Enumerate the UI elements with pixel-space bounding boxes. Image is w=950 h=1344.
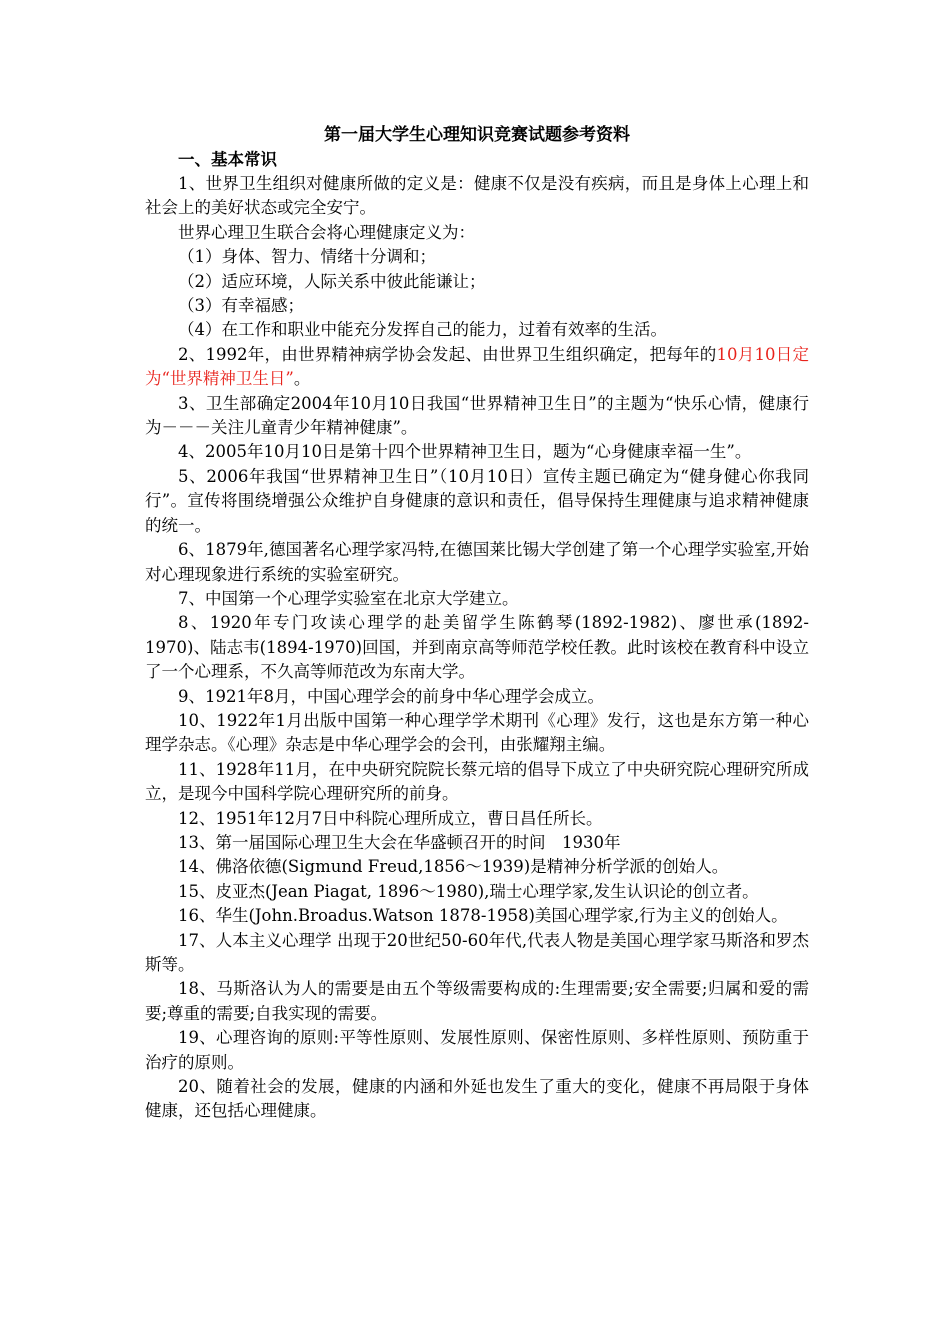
paragraph-13: 13、第一届国际心理卫生大会在华盛顿召开的时间 1930年 xyxy=(178,832,621,852)
paragraph-4: 4、2005年10月10日是第十四个世界精神卫生日，题为“心身健康幸福一生”。 xyxy=(178,442,752,462)
paragraph-17: 17、人本主义心理学 出现于20世纪50-60年代,代表人物是美国心理学家马斯洛和罗杰斯等。 xyxy=(145,930,809,974)
paragraph-3: 3、卫生部确定2004年10月10日我国“世界精神卫生日”的主题为“快乐心情，健康行为－－－关注儿童青少年精神健康”。 xyxy=(145,393,809,438)
paragraph-9: 9、1921年8月，中国心理学会的前身中华心理学会成立。 xyxy=(178,686,604,706)
document-page xyxy=(145,122,809,1124)
paragraph-1: 1、世界卫生组织对健康所做的定义是：健康不仅是没有疾病，而且是身体上心理上和社会上的美好状态或完全安宁。 xyxy=(145,174,809,218)
list-item: （1）身体、智力、情绪十分调和； xyxy=(178,247,436,267)
highlighted-text: 10月10日定为“世界精神卫生日” xyxy=(145,344,809,389)
paragraph-20: 20、随着社会的发展，健康的内涵和外延也发生了重大的变化，健康不再局限于身体健康，还包括心理健康。 xyxy=(145,1077,809,1121)
paragraph-7: 7、中国第一个心理学实验室在北京大学建立。 xyxy=(178,588,519,608)
paragraph-2-text: 2、1992年，由世界精神病学协会发起、由世界卫生组织确定，把每年的 xyxy=(178,344,717,364)
paragraph-11: 11、1928年11月，在中央研究院院长蔡元培的倡导下成立了中央研究院心理研究所成立，是现今中国科学院心理研究所的前身。 xyxy=(145,759,809,804)
paragraph-19: 19、心理咨询的原则:平等性原则、发展性原则、保密性原则、多样性原则、预防重于治疗的原则。 xyxy=(145,1028,809,1072)
list-item: （2）适应环境，人际关系中彼此能谦让； xyxy=(178,271,486,291)
paragraph-12: 12、1951年12月7日中科院心理所成立，曹日昌任所长。 xyxy=(178,808,603,828)
page-title: 第一届大学生心理知识竞赛试题参考资料 xyxy=(324,125,630,145)
section-heading: 一、基本常识 xyxy=(178,150,277,169)
paragraph-2-end: 。 xyxy=(293,369,311,389)
paragraph-8: 8、1920年专门攻读心理学的赴美留学生陈鹤琴(1892-1982)、廖世承(1892-1970)、陆志韦(1894-1970)回国，并到南京高等师范学校任教。此时该校在教育科中设立了一个心理系，不久高等师范改为东南大学。 xyxy=(145,613,809,682)
paragraph-5: 5、2006年我国“世界精神卫生日”（10月10日）宣传主题已确定为“健身健心你我同行”。宣传将围绕增强公众维护自身健康的意识和责任，倡导保持生理健康与追求精神健康的统一。 xyxy=(145,466,809,535)
paragraph-18: 18、马斯洛认为人的需要是由五个等级需要构成的:生理需要;安全需要;归属和爱的需要;尊重的需要;自我实现的需要。 xyxy=(145,979,809,1023)
paragraph-2 xyxy=(145,343,809,392)
paragraph-14: 14、佛洛依德(Sigmund Freud,1856～1939)是精神分析学派的创始人。 xyxy=(178,857,729,877)
list-item: （3）有幸福感； xyxy=(178,296,304,316)
paragraph-10: 10、1922年1月出版中国第一种心理学学术期刊《心理》发行，这也是东方第一种心理学杂志。《心理》杂志是中华心理学会的会刊，由张耀翔主编。 xyxy=(145,710,809,755)
paragraph-16: 16、华生(John.Broadus.Watson 1878-1958)美国心理学家,行为主义的创始人。 xyxy=(178,906,788,926)
paragraph-1b: 世界心理卫生联合会将心理健康定义为： xyxy=(178,222,475,242)
list-item: （4）在工作和职业中能充分发挥自己的能力，过着有效率的生活。 xyxy=(178,320,667,340)
paragraph-15: 15、皮亚杰(Jean Piagat, 1896～1980),瑞士心理学家,发生认识论的创立者。 xyxy=(178,881,759,901)
paragraph-6: 6、1879年,德国著名心理学家冯特,在德国莱比锡大学创建了第一个心理学实验室,开始对心理现象进行系统的实验室研究。 xyxy=(145,540,809,584)
